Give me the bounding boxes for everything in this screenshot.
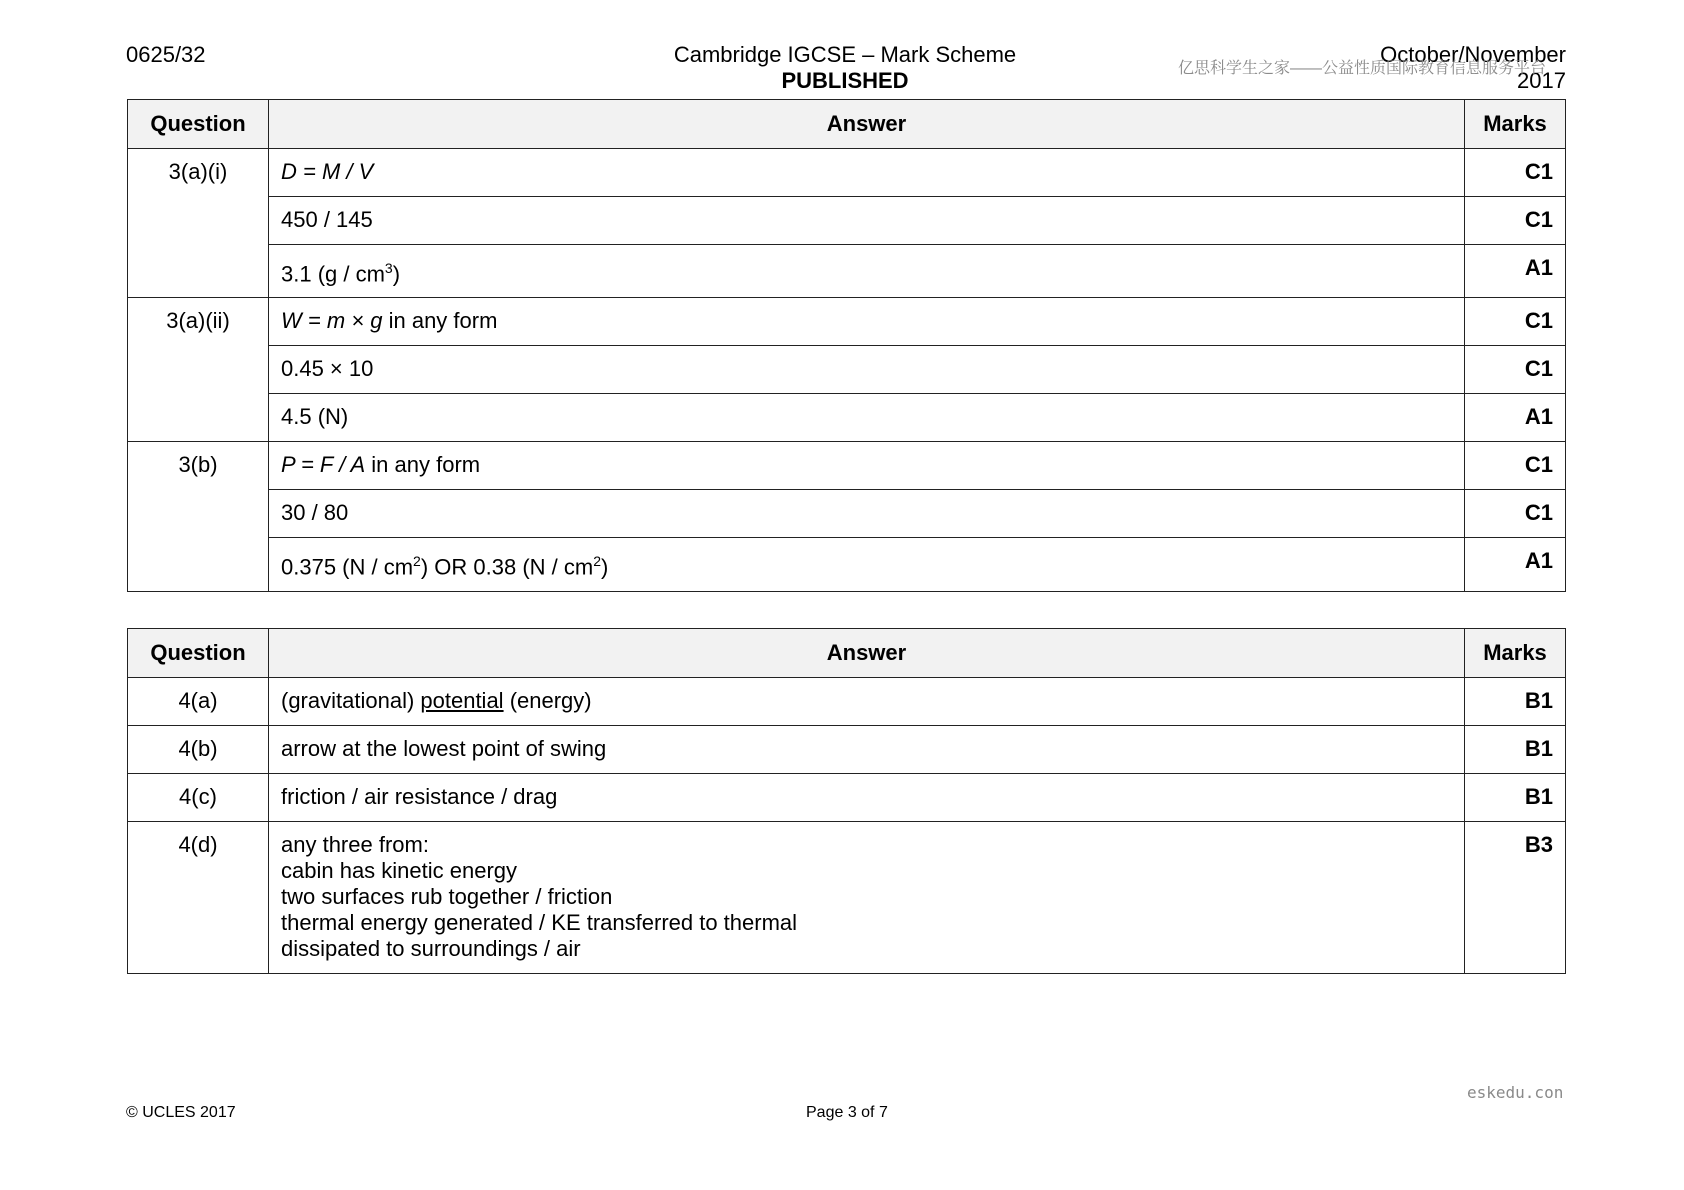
underlined-keyword: potential (420, 688, 504, 713)
answer-text: ) (392, 261, 401, 287)
table-row (128, 726, 1566, 774)
marks-header: Marks (1465, 629, 1566, 678)
mark-cell: A1 (1465, 394, 1566, 442)
question-cell: 4(c) (128, 774, 269, 822)
copyright: © UCLES 2017 (126, 1104, 236, 1121)
session-year: 2017 (1517, 68, 1566, 93)
answer-text: (energy) (503, 688, 592, 713)
answer-cell (269, 298, 1465, 346)
question-cell: 4(a) (128, 678, 269, 726)
answer-line: any three from: (281, 832, 429, 857)
mark-cell: B3 (1465, 822, 1566, 974)
mark-cell: B1 (1465, 678, 1566, 726)
answer-line: cabin has kinetic energy (281, 858, 518, 883)
answer-text: in any form (365, 452, 481, 478)
answer-text: 3.1 (g / cm (281, 261, 385, 287)
marks-header: Marks (1465, 100, 1566, 149)
mark-cell: B1 (1465, 726, 1566, 774)
answer-cell: 450 / 145 (269, 197, 1465, 245)
table-row (128, 245, 1566, 298)
answer-cell: 0.45 × 10 (269, 346, 1465, 394)
mark-cell: A1 (1465, 538, 1566, 591)
mark-cell: C1 (1465, 346, 1566, 394)
table-row (128, 298, 1566, 346)
table-header-row (128, 629, 1566, 678)
question-cell: 3(a)(ii) (128, 298, 269, 442)
answer-cell (269, 678, 1465, 726)
mark-cell: C1 (1465, 490, 1566, 538)
answer-text: 0.375 (N / cm (281, 554, 414, 580)
table-row (128, 822, 1566, 974)
answer-text: in any form (382, 308, 498, 334)
mark-cell: C1 (1465, 149, 1566, 197)
formula: P = F / A (281, 452, 366, 478)
mark-cell: B1 (1465, 774, 1566, 822)
table-header-row (128, 100, 1566, 149)
title-text: Cambridge IGCSE – Mark Scheme (673, 42, 1017, 67)
mark-cell: C1 (1465, 197, 1566, 245)
answer-cell (269, 149, 1465, 197)
table-row (128, 490, 1566, 538)
answer-cell: friction / air resistance / drag (269, 774, 1465, 822)
answer-cell: 30 / 80 (269, 490, 1465, 538)
question-cell: 4(b) (128, 726, 269, 774)
table-row (128, 197, 1566, 245)
answer-line: two surfaces rub together / friction (281, 884, 613, 909)
table-row (128, 442, 1566, 490)
question-cell: 3(b) (128, 442, 269, 591)
answer-cell (269, 442, 1465, 490)
table-row (128, 346, 1566, 394)
mark-cell: C1 (1465, 442, 1566, 490)
answer-cell: arrow at the lowest point of swing (269, 726, 1465, 774)
page-number: Page 3 of 7 (806, 1104, 888, 1121)
formula: D = M / V (281, 159, 374, 184)
question-header: Question (128, 100, 269, 149)
answer-text: ) (601, 554, 609, 580)
mark-scheme-table-q4 (127, 628, 1566, 974)
published-label: PUBLISHED (781, 68, 909, 93)
answer-header: Answer (269, 100, 1465, 149)
mark-cell: C1 (1465, 298, 1566, 346)
superscript: 2 (593, 553, 601, 570)
site-watermark: eskedu.con (1467, 1083, 1564, 1102)
answer-text: (gravitational) (281, 688, 421, 713)
mark-cell: A1 (1465, 245, 1566, 298)
table-row (128, 538, 1566, 591)
mark-scheme-table-q3 (127, 99, 1566, 592)
formula: W = m × g (281, 308, 383, 334)
table-row (128, 394, 1566, 442)
question-header: Question (128, 629, 269, 678)
table-row (128, 774, 1566, 822)
question-cell: 4(d) (128, 822, 269, 974)
answer-header: Answer (269, 629, 1465, 678)
watermark-text: 亿思科学生之家——公益性质国际教育信息服务平台 (1178, 60, 1547, 77)
answer-cell (269, 245, 1465, 298)
superscript: 2 (413, 553, 421, 570)
answer-cell (269, 538, 1465, 591)
table-row (128, 678, 1566, 726)
answer-cell (269, 822, 1465, 974)
answer-text: ) OR 0.38 (N / cm (420, 554, 594, 580)
table-row (128, 149, 1566, 197)
answer-line: dissipated to surroundings / air (281, 936, 581, 961)
superscript: 3 (384, 260, 393, 276)
answer-line: thermal energy generated / KE transferred to thermal (281, 910, 798, 935)
session-label: October/November (1380, 42, 1566, 67)
paper-code: 0625/32 (126, 42, 206, 67)
answer-cell: 4.5 (N) (269, 394, 1465, 442)
question-cell: 3(a)(i) (128, 149, 269, 298)
document-title (650, 42, 1040, 94)
